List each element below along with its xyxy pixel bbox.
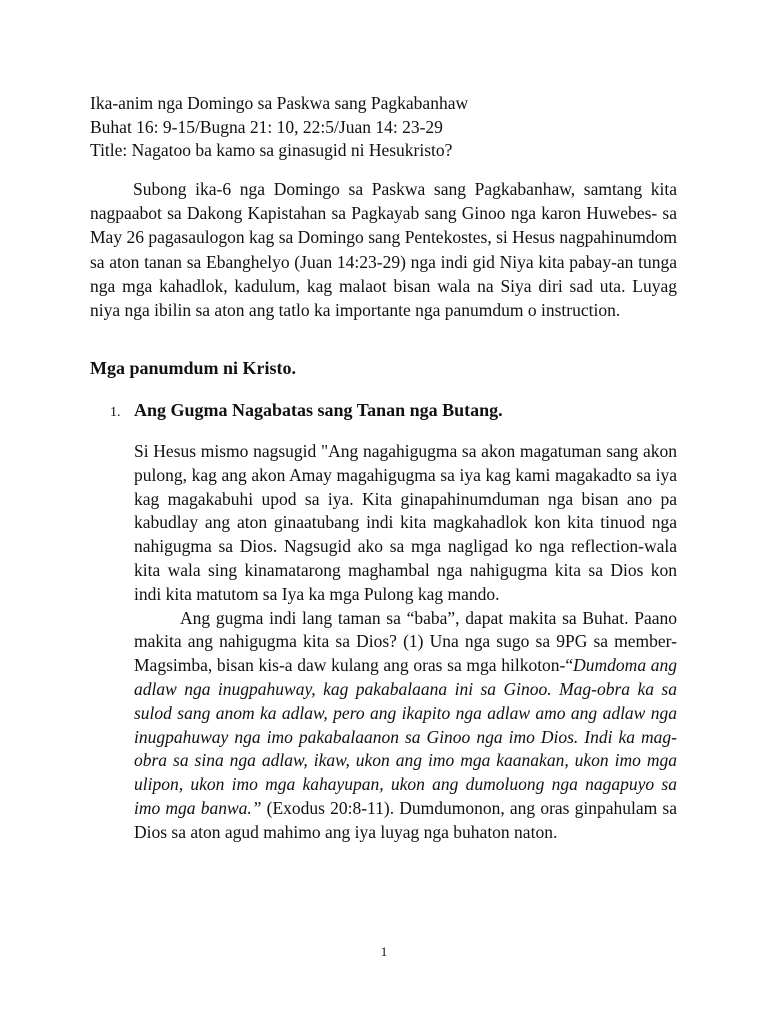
section-heading: Mga panumdum ni Kristo. xyxy=(90,358,297,378)
body-paragraph-2 xyxy=(134,607,677,845)
body-paragraph-1: Si Hesus mismo nagsugid "Ang nagahigugma sa akon magatuman sang akon pulong, kag ang akon Amay magahigugma sa iya kag kami magakadto sa iya kag magakabuhi upod sa iya. Kita ginapahinumduman nga bisan ano pa kabudlay ang aton ginaatubang indi kita magkahadlok kon kita tinuod nga nahigugma sa Dios. Nagsugid ako sa mga nagligad ko nga reflection-wala kita wala sing kinamatarong maghambal nga nahigugma kita sa Dios kon indi kita matutom sa Iya ka mga Pulong kag mando. xyxy=(134,441,677,604)
header-title: Title: Nagatoo ba kamo sa ginasugid ni Hesukristo? xyxy=(90,140,453,160)
list-item-number: 1. xyxy=(110,405,121,420)
page-number: 1 xyxy=(380,944,388,959)
header-readings: Buhat 16: 9-15/Bugna 21: 10, 22:5/Juan 14: 23-29 xyxy=(90,116,443,137)
header-occasion: Ika-anim nga Domingo sa Paskwa sang Pagkabanhaw xyxy=(90,93,469,113)
document-header xyxy=(90,92,690,163)
body-text xyxy=(134,440,677,845)
scripture-quote: Dumdoma ang adlaw nga inugpahuway, kag pakabalaana ini sa Ginoo. Mag-obra ka sa sulod sang anom ka adlaw, pero ang ikapito nga adlaw amo ang adlaw nga inugpahuway nga imo pakabalaanon sa Ginoo nga imo Dios. Indi ka mag-obra sa sina nga adlaw, ikaw, ukon ang imo mga kaanakan, ukon imo mga ulipon, ukon imo mga kahayupan, ukon ang dumoluong nga nagapuyo sa imo mga banwa.” xyxy=(134,655,677,818)
list-item-title: Ang Gugma Nagabatas sang Tanan nga Butang. xyxy=(134,400,503,420)
body-paragraph-2-end: (Exodus 20:8-11). Dumdumonon, ang oras ginpahulam sa Dios sa aton agud mahimo ang iya luyag nga buhaton naton. xyxy=(134,797,677,842)
intro-paragraph: Subong ika-6 nga Domingo sa Paskwa sang Pagkabanhaw, samtang kita nagpaabot sa Dakong Kapistahan sa Pagkayab sang Ginoo nga karon Huwebes- sa May 26 pagasaulogon kag sa Domingo sang Pentekostes, si Hesus nagpahinumdom sa aton tanan sa Ebanghelyo (Juan 14:23-29) nga indi gid Niya kita pabay-an tunga nga mga kahadlok, kadulum, kag malaot bisan wala na Siya diri sad uta. Luyag niya nga ibilin sa aton ang tatlo ka importante nga panumdum o instruction. xyxy=(90,179,677,321)
list-item-heading xyxy=(110,398,710,425)
body-paragraph-2-start: Ang gugma indi lang taman sa “baba”, dapat makita sa Buhat. Paano makita ang nahigugma kita sa Dios? (1) Una nga sugo sa 9PG sa member-Magsimba, bisan kis-a daw kulang ang oras sa mga hilkoton-“ xyxy=(134,607,677,676)
